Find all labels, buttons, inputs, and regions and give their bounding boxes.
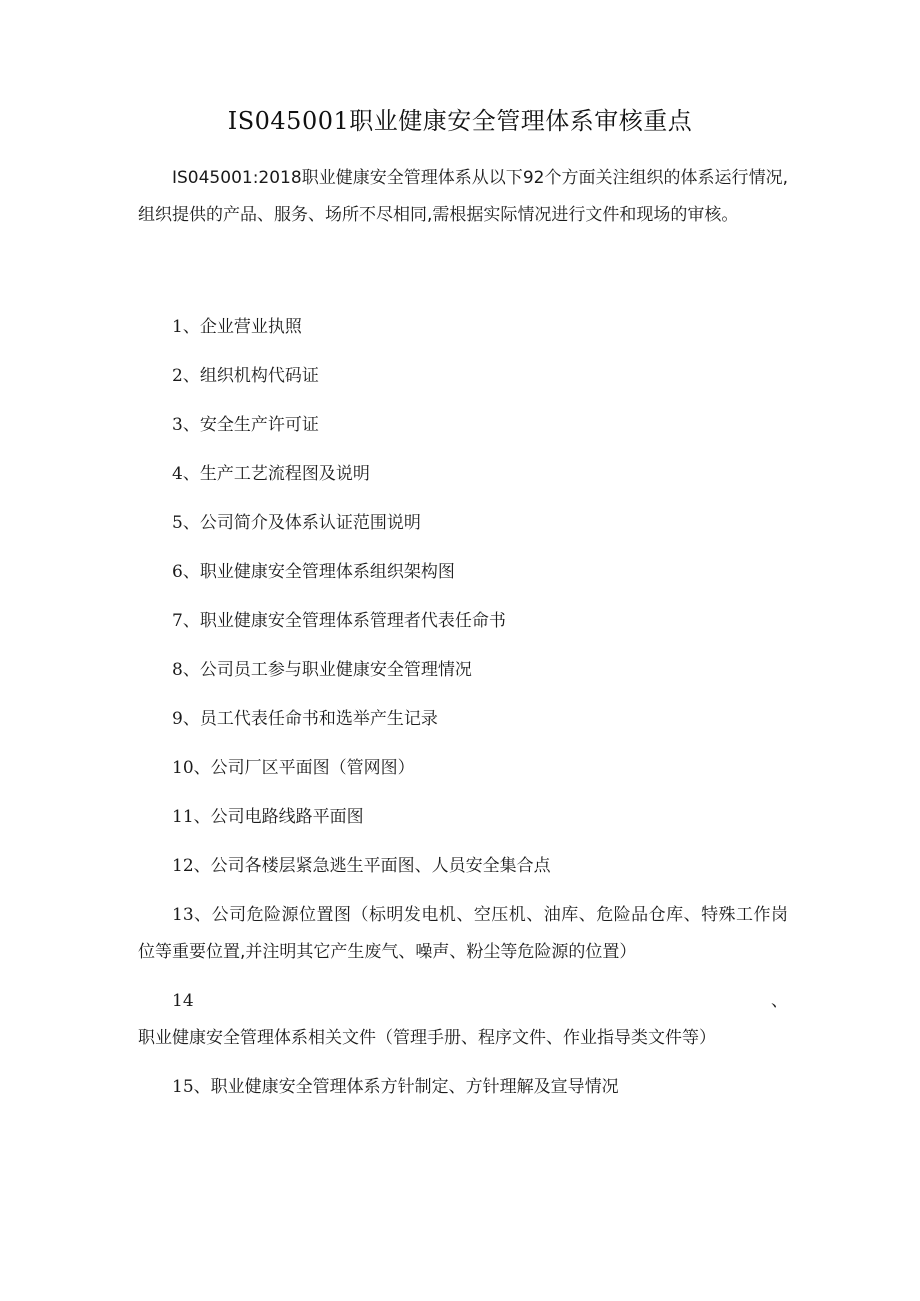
list-item (138, 407, 788, 444)
item-text: 职业健康安全管理体系方针制定、方针理解及宣导情况 (210, 1077, 619, 1097)
list-item (138, 505, 788, 542)
item-text: 公司员工参与职业健康安全管理情况 (199, 660, 472, 680)
item-number: 9、 (172, 709, 200, 729)
list-item (138, 897, 788, 971)
document-title: IS045001职业健康安全管理体系审核重点 (227, 107, 693, 135)
item-text: 公司简介及体系认证范围说明 (199, 513, 421, 533)
item-text: 企业营业执照 (199, 317, 302, 337)
item-text: 公司危险源位置图（标明发电机、空压机、油库、危险品仓库、特殊工作岗位等重要位置,并注明其它产生废气、噪声、粉尘等危险源的位置） (138, 905, 789, 962)
list-item (138, 1069, 788, 1106)
item-text: 公司厂区平面图（管网图） (210, 758, 415, 778)
item-text: 安全生产许可证 (199, 415, 319, 435)
list-item (138, 652, 788, 689)
list-item (138, 603, 788, 640)
item-text: 职业健康安全管理体系相关文件（管理手册、程序文件、作业指导类文件等） (138, 1028, 716, 1048)
item-number: 13、 (172, 905, 212, 925)
list-item (138, 750, 788, 787)
item-number: 5、 (172, 513, 200, 533)
item-number: 7、 (172, 611, 200, 631)
item-text: 职业健康安全管理体系管理者代表任命书 (199, 611, 506, 631)
item-text: 员工代表任命书和选举产生记录 (199, 709, 438, 729)
item-number: 12、 (172, 856, 211, 876)
list-item (138, 799, 788, 836)
item-number: 6、 (172, 562, 200, 582)
item-number: 8、 (172, 660, 200, 680)
list-item (138, 358, 788, 395)
list-item (138, 309, 788, 346)
item-text: 职业健康安全管理体系组织架构图 (199, 562, 455, 582)
item-number: 14、 (172, 991, 788, 1011)
checklist (138, 309, 788, 1118)
item-text: 生产工艺流程图及说明 (199, 464, 370, 484)
item-text: 公司各楼层紧急逃生平面图、人员安全集合点 (210, 856, 551, 876)
item-number: 2、 (172, 366, 200, 386)
item-number: 3、 (172, 415, 200, 435)
item-number: 1、 (172, 317, 200, 337)
list-item (138, 554, 788, 591)
item-number: 4、 (172, 464, 200, 484)
item-text: 组织机构代码证 (199, 366, 319, 386)
list-item (138, 983, 788, 1057)
item-number: 10、 (172, 758, 211, 778)
list-item (138, 848, 788, 885)
intro-paragraph: IS045001:2018职业健康安全管理体系从以下92个方面关注组织的体系运行情况,组织提供的产品、服务、场所不尽相同,需根据实际情况进行文件和现场的审核。 (138, 168, 788, 225)
item-text: 公司电路线路平面图 (210, 807, 364, 827)
list-item (138, 456, 788, 493)
item-number: 11、 (172, 807, 211, 827)
item-number: 15、 (172, 1077, 211, 1097)
list-item (138, 701, 788, 738)
